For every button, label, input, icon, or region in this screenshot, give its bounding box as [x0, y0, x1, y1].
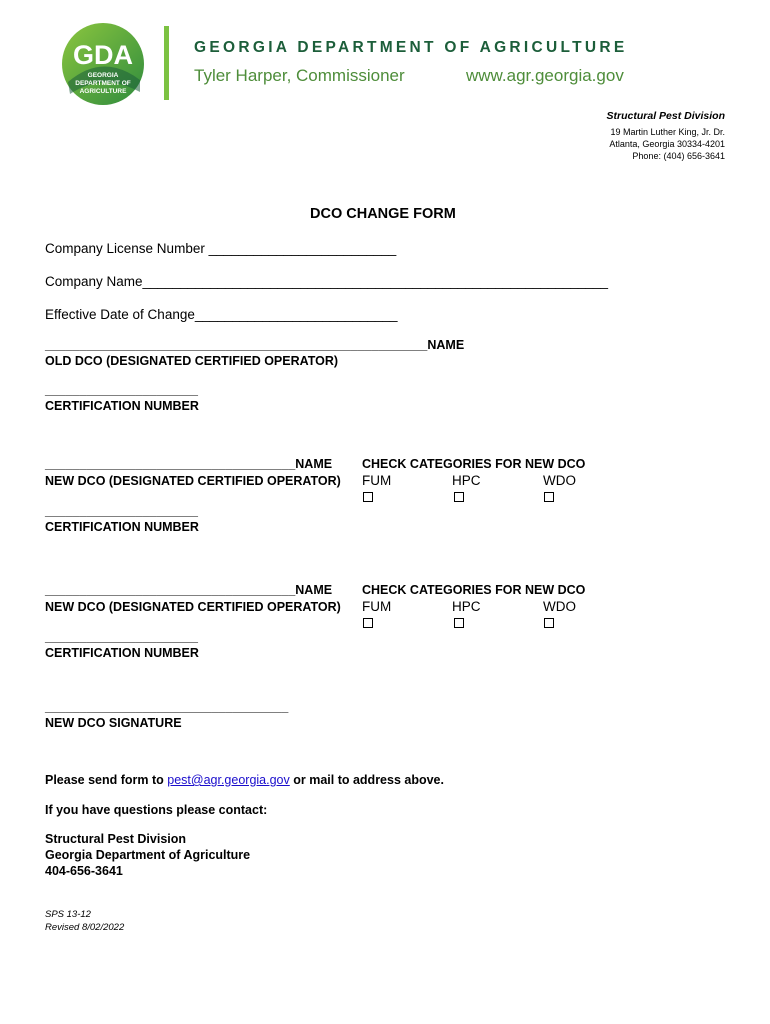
- new-dco-1-name-line[interactable]: ____________________________________NAME: [45, 457, 333, 471]
- new-dco-1-cat-fum: FUM: [362, 473, 392, 488]
- company-name-field[interactable]: Company Name______________________________________________________________: [45, 274, 609, 289]
- old-dco-label: OLD DCO (DESIGNATED CERTIFIED OPERATOR): [45, 354, 339, 368]
- new-dco-2-wdo-checkbox[interactable]: [544, 618, 554, 628]
- contact-division: Structural Pest Division: [45, 832, 187, 846]
- new-dco-1-categories-heading: CHECK CATEGORIES FOR NEW DCO: [362, 457, 586, 471]
- signature-label: NEW DCO SIGNATURE: [45, 716, 182, 730]
- form-title: DCO CHANGE FORM: [310, 206, 456, 222]
- new-dco-1-label: NEW DCO (DESIGNATED CERTIFIED OPERATOR): [45, 474, 341, 488]
- new-dco-2-fum-checkbox[interactable]: [363, 618, 373, 628]
- address-street: 19 Martin Luther King, Jr. Dr.: [610, 127, 725, 137]
- old-dco-name-line[interactable]: _______________________________________________________NAME: [45, 338, 465, 352]
- website-url[interactable]: www.agr.georgia.gov: [466, 66, 624, 85]
- agency-name: GEORGIA DEPARTMENT OF AGRICULTURE: [194, 39, 628, 56]
- old-dco-cert-line[interactable]: ______________________: [45, 383, 198, 397]
- new-dco-1-hpc-checkbox[interactable]: [454, 492, 464, 502]
- address-phone: Phone: (404) 656-3641: [632, 151, 725, 161]
- new-dco-2-cat-fum: FUM: [362, 599, 392, 614]
- logo-letters: GDA: [73, 40, 133, 70]
- contact-phone: 404-656-3641: [45, 864, 123, 878]
- company-license-field[interactable]: Company License Number _________________________: [45, 241, 397, 256]
- gda-logo: [60, 22, 146, 106]
- contact-agency: Georgia Department of Agriculture: [45, 848, 251, 862]
- new-dco-1-wdo-checkbox[interactable]: [544, 492, 554, 502]
- svg-text:GEORGIA: GEORGIA: [87, 72, 119, 79]
- send-prefix: Please send form to: [45, 773, 168, 787]
- form-code: SPS 13-12: [45, 909, 91, 920]
- new-dco-2-categories-heading: CHECK CATEGORIES FOR NEW DCO: [362, 583, 586, 597]
- effective-date-field[interactable]: Effective Date of Change___________________________: [45, 307, 398, 322]
- new-dco-1-cat-hpc: HPC: [452, 473, 481, 488]
- new-dco-1-cat-wdo: WDO: [543, 473, 576, 488]
- signature-line[interactable]: ___________________________________: [45, 700, 289, 714]
- address-city: Atlanta, Georgia 30334-4201: [609, 139, 725, 149]
- new-dco-1-cert-line[interactable]: ______________________: [45, 504, 198, 518]
- new-dco-2-cert-label: CERTIFICATION NUMBER: [45, 646, 199, 660]
- new-dco-2-name-line[interactable]: ____________________________________NAME: [45, 583, 333, 597]
- svg-text:DEPARTMENT OF: DEPARTMENT OF: [75, 80, 131, 87]
- new-dco-1-cert-label: CERTIFICATION NUMBER: [45, 520, 199, 534]
- new-dco-1-fum-checkbox[interactable]: [363, 492, 373, 502]
- new-dco-2-cat-wdo: WDO: [543, 599, 576, 614]
- old-dco-cert-label: CERTIFICATION NUMBER: [45, 399, 199, 413]
- send-instructions: [45, 773, 444, 787]
- new-dco-2-label: NEW DCO (DESIGNATED CERTIFIED OPERATOR): [45, 600, 341, 614]
- commissioner-name: Tyler Harper, Commissioner: [194, 66, 405, 85]
- svg-text:AGRICULTURE: AGRICULTURE: [79, 88, 127, 95]
- header-divider: [164, 26, 169, 100]
- send-suffix: or mail to address above.: [289, 773, 444, 787]
- new-dco-2-hpc-checkbox[interactable]: [454, 618, 464, 628]
- questions-text: If you have questions please contact:: [45, 803, 268, 817]
- new-dco-2-cat-hpc: HPC: [452, 599, 481, 614]
- email-link[interactable]: pest@agr.georgia.gov: [167, 773, 290, 787]
- new-dco-2-cert-line[interactable]: ______________________: [45, 630, 198, 644]
- revised-date: Revised 8/02/2022: [45, 922, 125, 933]
- division-title: Structural Pest Division: [606, 110, 725, 122]
